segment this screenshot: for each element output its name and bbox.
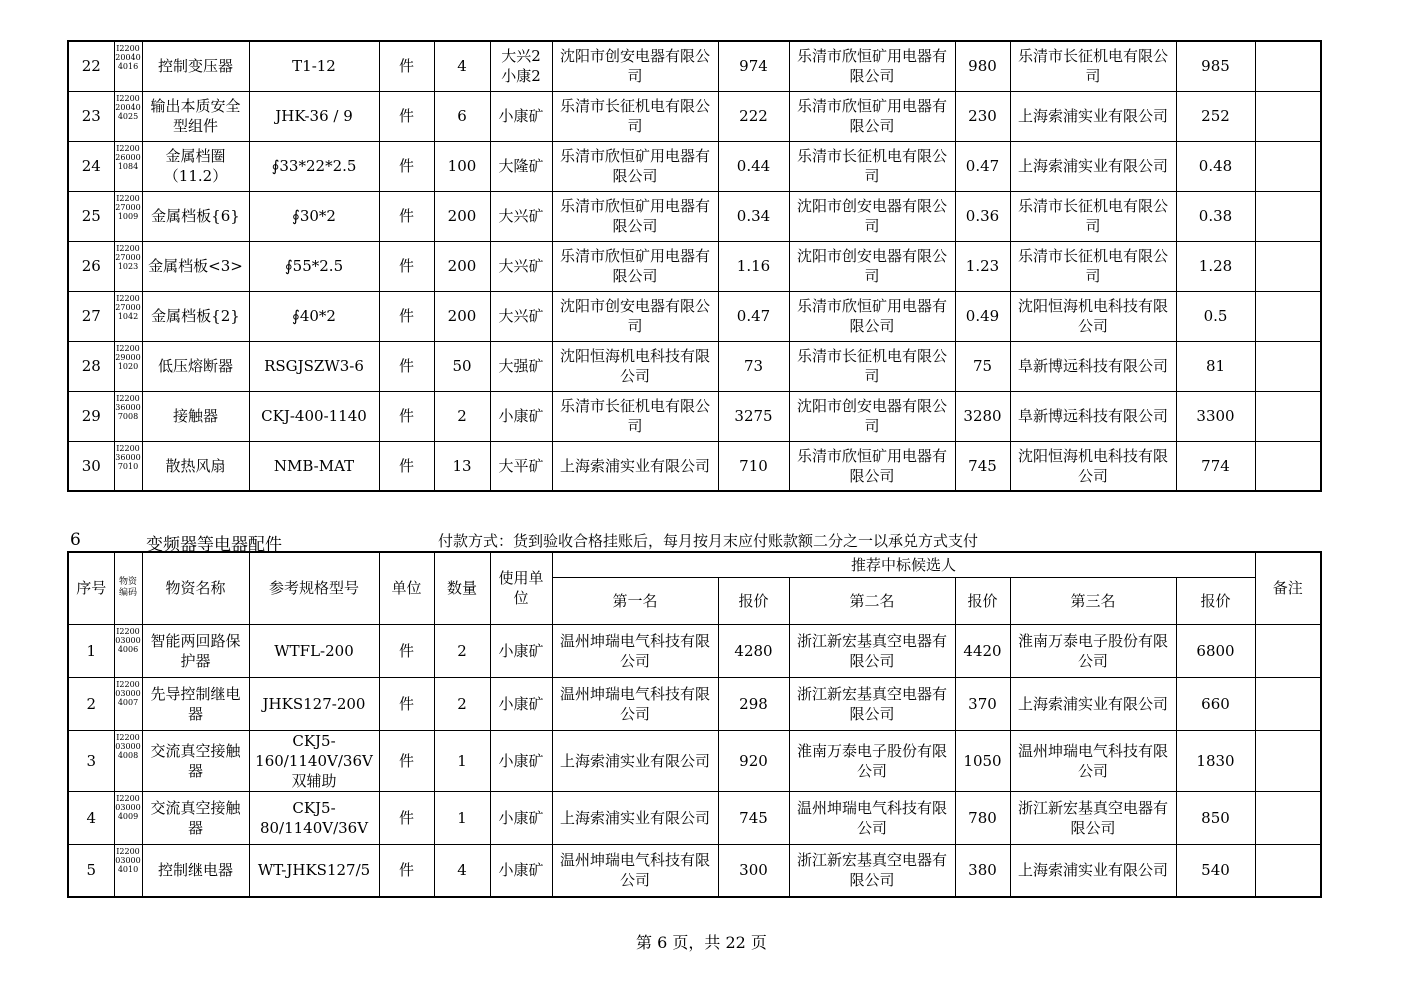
cell-price2: 980 [955, 41, 1010, 91]
cell-no: 29 [68, 391, 114, 441]
cell-price2: 370 [955, 677, 1010, 730]
cell-dept: 大强矿 [490, 341, 552, 391]
cell-unit: 件 [379, 141, 434, 191]
cell-price1: 710 [718, 441, 789, 491]
cell-no: 5 [68, 844, 114, 897]
cell-remark [1255, 241, 1321, 291]
cell-price2: 745 [955, 441, 1010, 491]
cell-unit: 件 [379, 624, 434, 677]
cell-remark [1255, 791, 1321, 844]
cell-third-supplier: 上海索浦实业有限公司 [1010, 844, 1176, 897]
cell-remark [1255, 730, 1321, 791]
table-row [68, 441, 1321, 491]
table-row [68, 241, 1321, 291]
cell-third-supplier: 上海索浦实业有限公司 [1010, 141, 1176, 191]
table-row [68, 391, 1321, 441]
cell-dept: 大兴矿 [490, 291, 552, 341]
cell-qty: 4 [434, 41, 490, 91]
cell-no: 24 [68, 141, 114, 191]
cell-spec: ∮55*2.5 [249, 241, 379, 291]
cell-first-supplier: 乐清市欣恒矿用电器有限公司 [552, 191, 718, 241]
cell-unit: 件 [379, 791, 434, 844]
cell-price3: 0.38 [1176, 191, 1255, 241]
cell-name: 金属档板{2} [142, 291, 249, 341]
header-name: 物资名称 [142, 552, 249, 624]
cell-spec: JHKS127-200 [249, 677, 379, 730]
cell-third-supplier: 上海索浦实业有限公司 [1010, 91, 1176, 141]
cell-no: 25 [68, 191, 114, 241]
cell-price2: 75 [955, 341, 1010, 391]
cell-code: I2200290001020 [114, 341, 142, 391]
cell-code: I2200360007010 [114, 441, 142, 491]
cell-remark [1255, 391, 1321, 441]
cell-code: I2200270001023 [114, 241, 142, 291]
table-row [68, 191, 1321, 241]
cell-price3: 850 [1176, 791, 1255, 844]
cell-no: 3 [68, 730, 114, 791]
cell-dept: 大兴矿 [490, 191, 552, 241]
bid-table-continued [67, 40, 1322, 492]
header-third: 第三名 [1010, 577, 1176, 624]
cell-dept: 小康矿 [490, 677, 552, 730]
cell-qty: 2 [434, 391, 490, 441]
cell-dept: 大兴矿 [490, 241, 552, 291]
cell-third-supplier: 乐清市长征机电有限公司 [1010, 241, 1176, 291]
cell-spec: ∮30*2 [249, 191, 379, 241]
cell-price3: 660 [1176, 677, 1255, 730]
table-row [68, 141, 1321, 191]
cell-qty: 13 [434, 441, 490, 491]
cell-unit: 件 [379, 291, 434, 341]
cell-second-supplier: 乐清市欣恒矿用电器有限公司 [789, 441, 955, 491]
cell-first-supplier: 乐清市欣恒矿用电器有限公司 [552, 141, 718, 191]
cell-name: 交流真空接触器 [142, 730, 249, 791]
cell-no: 28 [68, 341, 114, 391]
cell-price2: 380 [955, 844, 1010, 897]
cell-unit: 件 [379, 341, 434, 391]
cell-spec: WT-JHKS127/5 [249, 844, 379, 897]
cell-price3: 985 [1176, 41, 1255, 91]
cell-name: 低压熔断器 [142, 341, 249, 391]
cell-first-supplier: 沈阳市创安电器有限公司 [552, 41, 718, 91]
cell-third-supplier: 淮南万泰电子股份有限公司 [1010, 624, 1176, 677]
cell-first-supplier: 乐清市长征机电有限公司 [552, 391, 718, 441]
header-group: 推荐中标候选人 [552, 552, 1255, 577]
cell-spec: WTFL-200 [249, 624, 379, 677]
cell-remark [1255, 341, 1321, 391]
cell-price3: 81 [1176, 341, 1255, 391]
cell-third-supplier: 沈阳恒海机电科技有限公司 [1010, 291, 1176, 341]
table-row [68, 730, 1321, 791]
cell-code: I2200030004006 [114, 624, 142, 677]
cell-dept: 小康矿 [490, 730, 552, 791]
cell-dept: 小康矿 [490, 624, 552, 677]
cell-price3: 1830 [1176, 730, 1255, 791]
table-row [68, 844, 1321, 897]
cell-code: I2200360007008 [114, 391, 142, 441]
header-price3: 报价 [1176, 577, 1255, 624]
cell-price1: 222 [718, 91, 789, 141]
header-first: 第一名 [552, 577, 718, 624]
cell-second-supplier: 乐清市长征机电有限公司 [789, 341, 955, 391]
cell-spec: ∮40*2 [249, 291, 379, 341]
cell-no: 1 [68, 624, 114, 677]
cell-price2: 780 [955, 791, 1010, 844]
cell-third-supplier: 乐清市长征机电有限公司 [1010, 191, 1176, 241]
header-unit: 单位 [379, 552, 434, 624]
cell-remark [1255, 91, 1321, 141]
cell-qty: 1 [434, 730, 490, 791]
cell-spec: CKJ5-160/1140V/36V双辅助 [249, 730, 379, 791]
cell-price2: 0.36 [955, 191, 1010, 241]
header-price1: 报价 [718, 577, 789, 624]
cell-name: 控制变压器 [142, 41, 249, 91]
cell-name: 接触器 [142, 391, 249, 441]
cell-dept: 小康矿 [490, 844, 552, 897]
table-row [68, 341, 1321, 391]
cell-remark [1255, 141, 1321, 191]
cell-price1: 298 [718, 677, 789, 730]
cell-second-supplier: 淮南万泰电子股份有限公司 [789, 730, 955, 791]
cell-unit: 件 [379, 677, 434, 730]
cell-price2: 4420 [955, 624, 1010, 677]
cell-qty: 1 [434, 791, 490, 844]
cell-unit: 件 [379, 191, 434, 241]
cell-spec: JHK-36 / 9 [249, 91, 379, 141]
cell-third-supplier: 阜新博远科技有限公司 [1010, 391, 1176, 441]
cell-price3: 774 [1176, 441, 1255, 491]
cell-price2: 230 [955, 91, 1010, 141]
cell-price1: 974 [718, 41, 789, 91]
table1-body [68, 41, 1321, 491]
section-number: 6 [70, 530, 81, 550]
cell-price1: 0.34 [718, 191, 789, 241]
cell-name: 输出本质安全型组件 [142, 91, 249, 141]
cell-price2: 3280 [955, 391, 1010, 441]
cell-remark [1255, 441, 1321, 491]
cell-qty: 2 [434, 677, 490, 730]
cell-second-supplier: 乐清市欣恒矿用电器有限公司 [789, 91, 955, 141]
cell-qty: 4 [434, 844, 490, 897]
cell-price1: 4280 [718, 624, 789, 677]
cell-second-supplier: 乐清市欣恒矿用电器有限公司 [789, 291, 955, 341]
cell-qty: 6 [434, 91, 490, 141]
cell-price3: 0.48 [1176, 141, 1255, 191]
cell-price2: 0.49 [955, 291, 1010, 341]
cell-dept: 小康矿 [490, 91, 552, 141]
cell-qty: 2 [434, 624, 490, 677]
header-spec: 参考规格型号 [249, 552, 379, 624]
cell-no: 4 [68, 791, 114, 844]
cell-qty: 200 [434, 241, 490, 291]
cell-dept: 大平矿 [490, 441, 552, 491]
cell-third-supplier: 乐清市长征机电有限公司 [1010, 41, 1176, 91]
cell-price3: 252 [1176, 91, 1255, 141]
cell-second-supplier: 沈阳市创安电器有限公司 [789, 191, 955, 241]
header-price2: 报价 [955, 577, 1010, 624]
cell-dept: 小康矿 [490, 791, 552, 844]
cell-code: I2200200404025 [114, 91, 142, 141]
cell-price2: 1.23 [955, 241, 1010, 291]
cell-no: 27 [68, 291, 114, 341]
header-second: 第二名 [789, 577, 955, 624]
cell-remark [1255, 844, 1321, 897]
payment-terms: 付款方式：货到验收合格挂账后，每月按月末应付账款额二分之一以承兑方式支付 [438, 532, 979, 550]
cell-no: 2 [68, 677, 114, 730]
cell-remark [1255, 624, 1321, 677]
cell-third-supplier: 上海索浦实业有限公司 [1010, 677, 1176, 730]
cell-no: 22 [68, 41, 114, 91]
cell-price3: 1.28 [1176, 241, 1255, 291]
cell-price1: 745 [718, 791, 789, 844]
cell-unit: 件 [379, 41, 434, 91]
cell-price1: 1.16 [718, 241, 789, 291]
cell-first-supplier: 温州坤瑞电气科技有限公司 [552, 624, 718, 677]
cell-first-supplier: 乐清市欣恒矿用电器有限公司 [552, 241, 718, 291]
cell-price3: 3300 [1176, 391, 1255, 441]
cell-remark [1255, 291, 1321, 341]
cell-second-supplier: 温州坤瑞电气科技有限公司 [789, 791, 955, 844]
cell-unit: 件 [379, 441, 434, 491]
cell-second-supplier: 浙江新宏基真空电器有限公司 [789, 677, 955, 730]
cell-price1: 73 [718, 341, 789, 391]
table-row [68, 91, 1321, 141]
cell-price1: 0.44 [718, 141, 789, 191]
cell-unit: 件 [379, 91, 434, 141]
table-row [68, 291, 1321, 341]
table-row [68, 624, 1321, 677]
cell-code: I2200200404016 [114, 41, 142, 91]
cell-unit: 件 [379, 730, 434, 791]
cell-first-supplier: 温州坤瑞电气科技有限公司 [552, 844, 718, 897]
header-qty: 数量 [434, 552, 490, 624]
cell-price1: 300 [718, 844, 789, 897]
cell-remark [1255, 41, 1321, 91]
page-footer: 第 6 页，共 22 页 [636, 933, 767, 952]
cell-name: 交流真空接触器 [142, 791, 249, 844]
cell-spec: CKJ-400-1140 [249, 391, 379, 441]
cell-unit: 件 [379, 844, 434, 897]
cell-price3: 6800 [1176, 624, 1255, 677]
cell-code: I2200270001009 [114, 191, 142, 241]
cell-first-supplier: 乐清市长征机电有限公司 [552, 91, 718, 141]
header-code: 物资编码 [114, 552, 142, 624]
cell-remark [1255, 191, 1321, 241]
cell-code: I2200030004008 [114, 730, 142, 791]
cell-name: 金属档圈（11.2） [142, 141, 249, 191]
cell-spec: ∮33*22*2.5 [249, 141, 379, 191]
cell-qty: 200 [434, 291, 490, 341]
bid-table-section-6 [67, 551, 1322, 898]
cell-second-supplier: 乐清市欣恒矿用电器有限公司 [789, 41, 955, 91]
cell-first-supplier: 上海索浦实业有限公司 [552, 441, 718, 491]
cell-qty: 100 [434, 141, 490, 191]
cell-code: I2200030004009 [114, 791, 142, 844]
cell-third-supplier: 温州坤瑞电气科技有限公司 [1010, 730, 1176, 791]
cell-first-supplier: 上海索浦实业有限公司 [552, 791, 718, 844]
cell-price2: 1050 [955, 730, 1010, 791]
table2-body [68, 552, 1321, 897]
table-row [68, 41, 1321, 91]
cell-third-supplier: 阜新博远科技有限公司 [1010, 341, 1176, 391]
cell-qty: 200 [434, 191, 490, 241]
cell-first-supplier: 沈阳恒海机电科技有限公司 [552, 341, 718, 391]
cell-spec: RSGJSZW3-6 [249, 341, 379, 391]
cell-price1: 3275 [718, 391, 789, 441]
cell-price1: 0.47 [718, 291, 789, 341]
cell-name: 智能两回路保护器 [142, 624, 249, 677]
section-title: 变频器等电器配件 [146, 535, 282, 555]
cell-second-supplier: 浙江新宏基真空电器有限公司 [789, 624, 955, 677]
cell-unit: 件 [379, 391, 434, 441]
cell-third-supplier: 浙江新宏基真空电器有限公司 [1010, 791, 1176, 844]
cell-dept: 大兴2 小康2 [490, 41, 552, 91]
cell-code: I2200030004010 [114, 844, 142, 897]
cell-price3: 0.5 [1176, 291, 1255, 341]
cell-no: 30 [68, 441, 114, 491]
cell-name: 金属档板<3> [142, 241, 249, 291]
cell-code: I2200260001084 [114, 141, 142, 191]
cell-unit: 件 [379, 241, 434, 291]
table-row [68, 791, 1321, 844]
header-remark: 备注 [1255, 552, 1321, 624]
cell-qty: 50 [434, 341, 490, 391]
cell-spec: T1-12 [249, 41, 379, 91]
cell-first-supplier: 上海索浦实业有限公司 [552, 730, 718, 791]
cell-remark [1255, 677, 1321, 730]
table2-header-row [68, 552, 1321, 577]
cell-third-supplier: 沈阳恒海机电科技有限公司 [1010, 441, 1176, 491]
cell-first-supplier: 沈阳市创安电器有限公司 [552, 291, 718, 341]
cell-no: 26 [68, 241, 114, 291]
cell-name: 控制继电器 [142, 844, 249, 897]
header-no: 序号 [68, 552, 114, 624]
cell-spec: NMB-MAT [249, 441, 379, 491]
cell-price3: 540 [1176, 844, 1255, 897]
cell-first-supplier: 温州坤瑞电气科技有限公司 [552, 677, 718, 730]
cell-name: 散热风扇 [142, 441, 249, 491]
cell-second-supplier: 沈阳市创安电器有限公司 [789, 241, 955, 291]
cell-code: I2200030004007 [114, 677, 142, 730]
cell-dept: 大隆矿 [490, 141, 552, 191]
cell-name: 金属档板{6} [142, 191, 249, 241]
cell-price1: 920 [718, 730, 789, 791]
cell-second-supplier: 乐清市长征机电有限公司 [789, 141, 955, 191]
cell-no: 23 [68, 91, 114, 141]
cell-dept: 小康矿 [490, 391, 552, 441]
cell-code: I2200270001042 [114, 291, 142, 341]
cell-second-supplier: 沈阳市创安电器有限公司 [789, 391, 955, 441]
table-row [68, 677, 1321, 730]
cell-name: 先导控制继电器 [142, 677, 249, 730]
cell-second-supplier: 浙江新宏基真空电器有限公司 [789, 844, 955, 897]
cell-price2: 0.47 [955, 141, 1010, 191]
header-dept: 使用单位 [490, 552, 552, 624]
cell-spec: CKJ5-80/1140V/36V [249, 791, 379, 844]
